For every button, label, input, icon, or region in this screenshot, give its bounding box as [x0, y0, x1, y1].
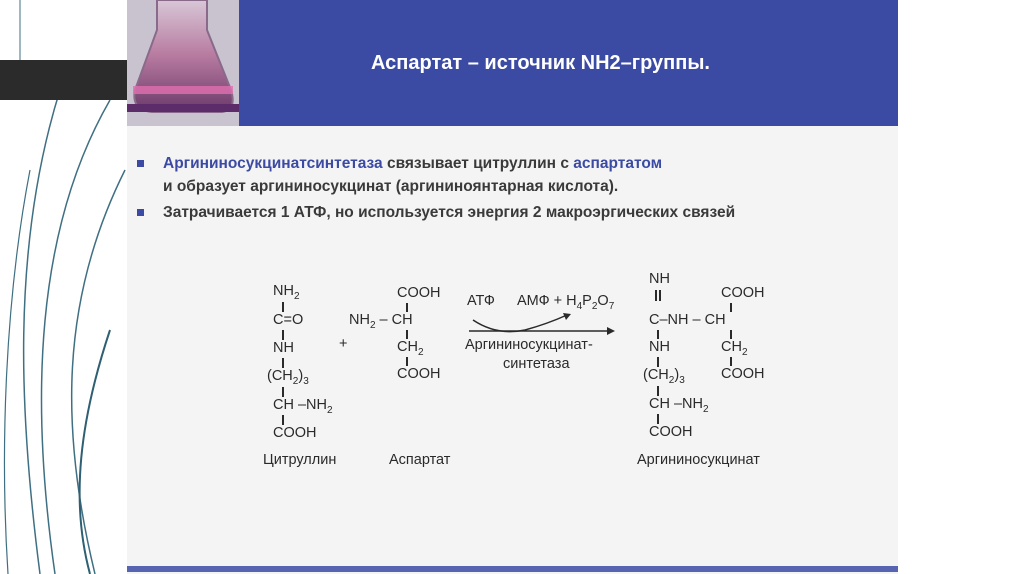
argsucc-label: Аргининосукцинат — [637, 452, 760, 468]
aspartate-label: Аспартат — [389, 452, 451, 468]
enzyme-label-line1: Аргининосукцинат- — [465, 337, 593, 353]
argsucc-ch2: $CH_2$ — [721, 339, 748, 358]
slide — [127, 0, 898, 574]
substrate-name: аспартатом — [573, 155, 663, 172]
argsucc-c-nh-ch: C–NH – CH — [649, 312, 726, 328]
citrulline-carbonyl: C=O — [273, 312, 304, 328]
slide-bottom-bar — [127, 566, 898, 572]
bullet-text: связывает цитруллин с — [382, 155, 574, 172]
argsucc-ch2-chain: $(CH_2)_3$ — [643, 367, 685, 386]
slide-title: Аспартат – источник NH2–группы. — [371, 52, 710, 74]
argsucc-ch-nh2: CH $-NH_2$ — [649, 396, 709, 415]
aspartate-cooh-bottom: COOH — [397, 366, 441, 382]
citrulline-nh2: $NH_2$ — [273, 283, 300, 302]
citrulline-label: Цитруллин — [263, 452, 337, 468]
argsucc-nh: NH — [649, 339, 670, 355]
enzyme-label-line2: синтетаза — [503, 356, 570, 372]
bullet-text: Затрачивается 1 АТФ, но используется энергия 2 макроэргических связей — [163, 204, 736, 221]
citrulline-ch-nh2: CH $-NH_2$ — [273, 397, 333, 416]
citrulline-nh: NH — [273, 340, 294, 356]
bullet-text-line2: и образует аргининосукцинат (аргининоянтарная кислота). — [163, 178, 619, 195]
aspartate-cooh-top: COOH — [397, 285, 441, 301]
reaction-arrow-icon — [467, 312, 617, 338]
citrulline-cooh: COOH — [273, 425, 317, 441]
citrulline-ch2-chain: $(CH_2)_3$ — [267, 368, 309, 387]
amp-ppi-label: АМФ + $H_4P_2O_7$ — [517, 293, 615, 312]
enzyme-name: Аргининосукцинатсинтетаза — [163, 155, 383, 172]
argsucc-cooh: COOH — [649, 424, 693, 440]
argsucc-cooh-top: COOH — [721, 285, 765, 301]
aspartate-nh2-ch: $NH_2$ – CH — [349, 312, 413, 331]
reaction-scheme — [127, 0, 898, 574]
plus-sign: + — [339, 336, 348, 352]
section-marker — [0, 60, 128, 100]
argsucc-cooh-bottom: COOH — [721, 366, 765, 382]
atp-label: АТФ — [467, 293, 495, 309]
argsucc-nh-top: NH — [649, 271, 670, 287]
aspartate-ch2: $CH_2$ — [397, 339, 424, 358]
